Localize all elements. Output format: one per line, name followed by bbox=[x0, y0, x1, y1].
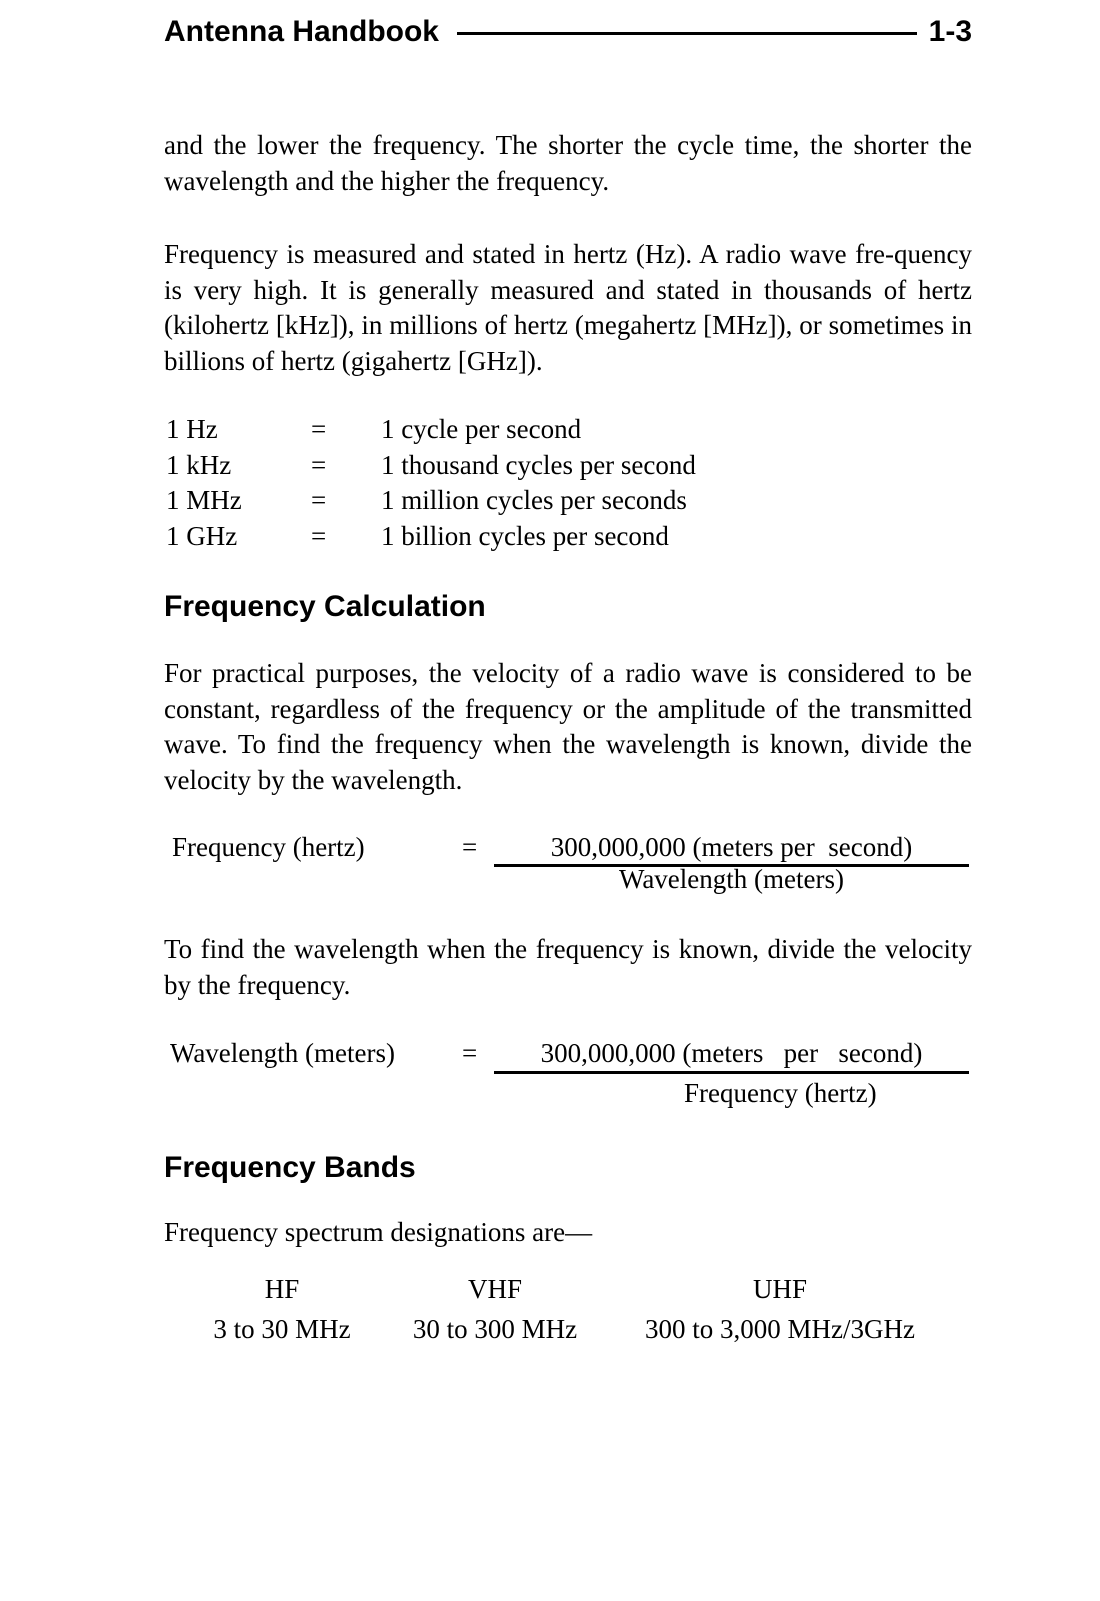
equals-sign: = bbox=[311, 520, 327, 551]
equals-sign: = bbox=[462, 832, 478, 862]
unit-meaning: 1 cycle per second bbox=[381, 414, 582, 444]
paragraph-5 bbox=[164, 1215, 972, 1251]
paragraph-1 bbox=[164, 128, 972, 199]
header-rule bbox=[457, 32, 917, 35]
band-range: 3 to 30 MHz bbox=[213, 1313, 351, 1344]
unit-row bbox=[166, 483, 696, 519]
equation-lhs: Wavelength (meters) bbox=[170, 1038, 395, 1068]
equation-numerator: 300,000,000 (meters per second) bbox=[540, 1038, 923, 1068]
equals-sign: = bbox=[311, 414, 327, 444]
page-number: 1-3 bbox=[928, 15, 972, 48]
fraction-bar bbox=[494, 1071, 969, 1074]
running-header bbox=[164, 12, 972, 52]
paragraph-text: To find the wavelength when the frequency is known, divide the velocity by the frequency. bbox=[164, 934, 972, 1000]
unit-meaning: 1 billion cycles per second bbox=[381, 520, 669, 551]
paragraph-text: Frequency is measured and stated in hertz (Hz). A radio wave fre-quency is very high. It is generally measured and stated in thousands of hertz (kilohertz [kHz]), in millions of hertz (megahertz [MHz]), or sometimes in billions of hertz (gigahertz [GHz]). bbox=[164, 239, 972, 376]
unit-row bbox=[166, 412, 696, 448]
paragraph-3 bbox=[164, 656, 972, 798]
equals-sign: = bbox=[311, 485, 327, 515]
unit-label: 1 MHz bbox=[166, 485, 242, 515]
paragraph-2 bbox=[164, 237, 972, 379]
unit-label: 1 GHz bbox=[166, 520, 238, 551]
equals-sign: = bbox=[462, 1038, 478, 1068]
unit-definitions bbox=[166, 412, 696, 554]
unit-meaning: 1 million cycles per seconds bbox=[381, 485, 687, 515]
unit-row bbox=[166, 519, 696, 555]
unit-row bbox=[166, 448, 696, 484]
unit-label: 1 Hz bbox=[166, 414, 218, 444]
equation-denominator: Wavelength (meters) bbox=[619, 864, 844, 894]
band-range: 300 to 3,000 MHz/3GHz bbox=[645, 1313, 915, 1344]
band-name: VHF bbox=[467, 1274, 522, 1304]
paragraph-text: For practical purposes, the velocity of a radio wave is considered to be constant, regardless of the frequency or the amplitude of the transmitted wave. To find the frequency when the wavelength is known, divide the velocity by the wavelength. bbox=[164, 658, 972, 795]
band-uhf bbox=[624, 1272, 936, 1347]
equals-sign: = bbox=[311, 449, 327, 480]
wavelength-equation bbox=[164, 1036, 972, 1116]
band-name: UHF bbox=[752, 1274, 807, 1304]
heading-frequency-bands: Frequency Bands bbox=[164, 1151, 416, 1184]
band-range: 30 to 300 MHz bbox=[412, 1313, 578, 1344]
equation-numerator: 300,000,000 (meters per second) bbox=[550, 832, 913, 862]
band-vhf bbox=[400, 1272, 590, 1347]
equation-lhs: Frequency (hertz) bbox=[172, 832, 365, 862]
paragraph-text: Frequency spectrum designations are— bbox=[164, 1217, 593, 1247]
band-name: HF bbox=[264, 1274, 300, 1304]
heading-frequency-calculation: Frequency Calculation bbox=[164, 590, 486, 623]
paragraph-text: and the lower the frequency. The shorter the cycle time, the shorter the wavelength and the higher the frequency. bbox=[164, 130, 972, 196]
header-title: Antenna Handbook bbox=[164, 15, 439, 48]
equation-denominator: Frequency (hertz) bbox=[684, 1078, 877, 1108]
band-hf bbox=[194, 1272, 370, 1347]
paragraph-4 bbox=[164, 932, 972, 1003]
unit-label: 1 kHz bbox=[166, 449, 232, 480]
frequency-equation bbox=[164, 830, 972, 910]
unit-meaning: 1 thousand cycles per second bbox=[381, 449, 696, 480]
